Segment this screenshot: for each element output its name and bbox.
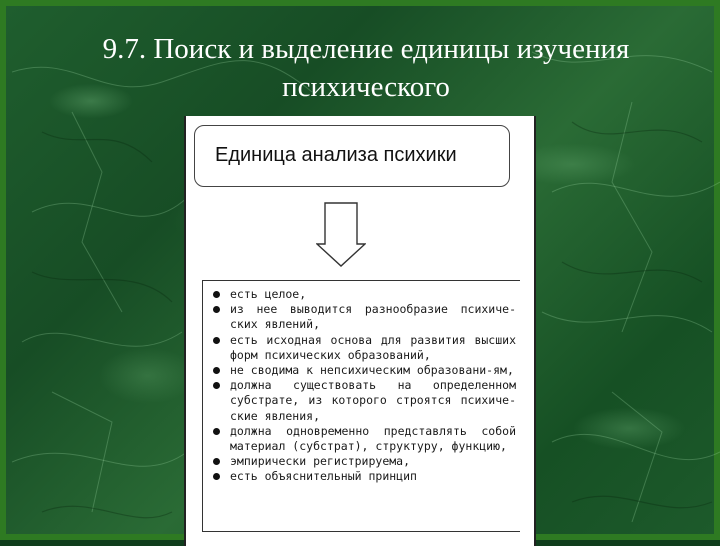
list-item: есть целое, xyxy=(213,287,516,302)
slide-title: 9.7. Поиск и выделение единицы изучения психического xyxy=(102,33,630,103)
down-arrow-icon xyxy=(316,202,366,268)
bullet-icon xyxy=(213,337,220,344)
list-item: из нее выводится разнообразие психиче-ских явлений, xyxy=(213,302,516,332)
list-item: есть объяснительный принцип xyxy=(213,469,516,484)
list-item: эмпирически регистрируема, xyxy=(213,454,516,469)
list-item: должна существовать на определенном субстрате, из которого строятся психиче-ские явления, xyxy=(213,378,516,424)
list-item: должна одновременно представлять собой материал (субстрат), структуру, функцию, xyxy=(213,424,516,454)
bullet-icon xyxy=(213,291,220,298)
bullet-icon xyxy=(213,306,220,313)
bullet-icon xyxy=(213,428,220,435)
analysis-unit-box xyxy=(194,125,510,187)
properties-list-box xyxy=(202,280,520,532)
list-item: не сводима к непсихическим образовани-ям, xyxy=(213,363,516,378)
properties-list xyxy=(203,281,520,485)
bullet-icon xyxy=(213,367,220,374)
bullet-icon xyxy=(213,473,220,480)
bullet-icon xyxy=(213,458,220,465)
analysis-unit-label: Единица анализа психики xyxy=(215,144,457,166)
bullet-icon xyxy=(213,382,220,389)
list-item: есть исходная основа для развития высших форм психических образований, xyxy=(213,333,516,363)
figure-panel xyxy=(184,116,536,546)
